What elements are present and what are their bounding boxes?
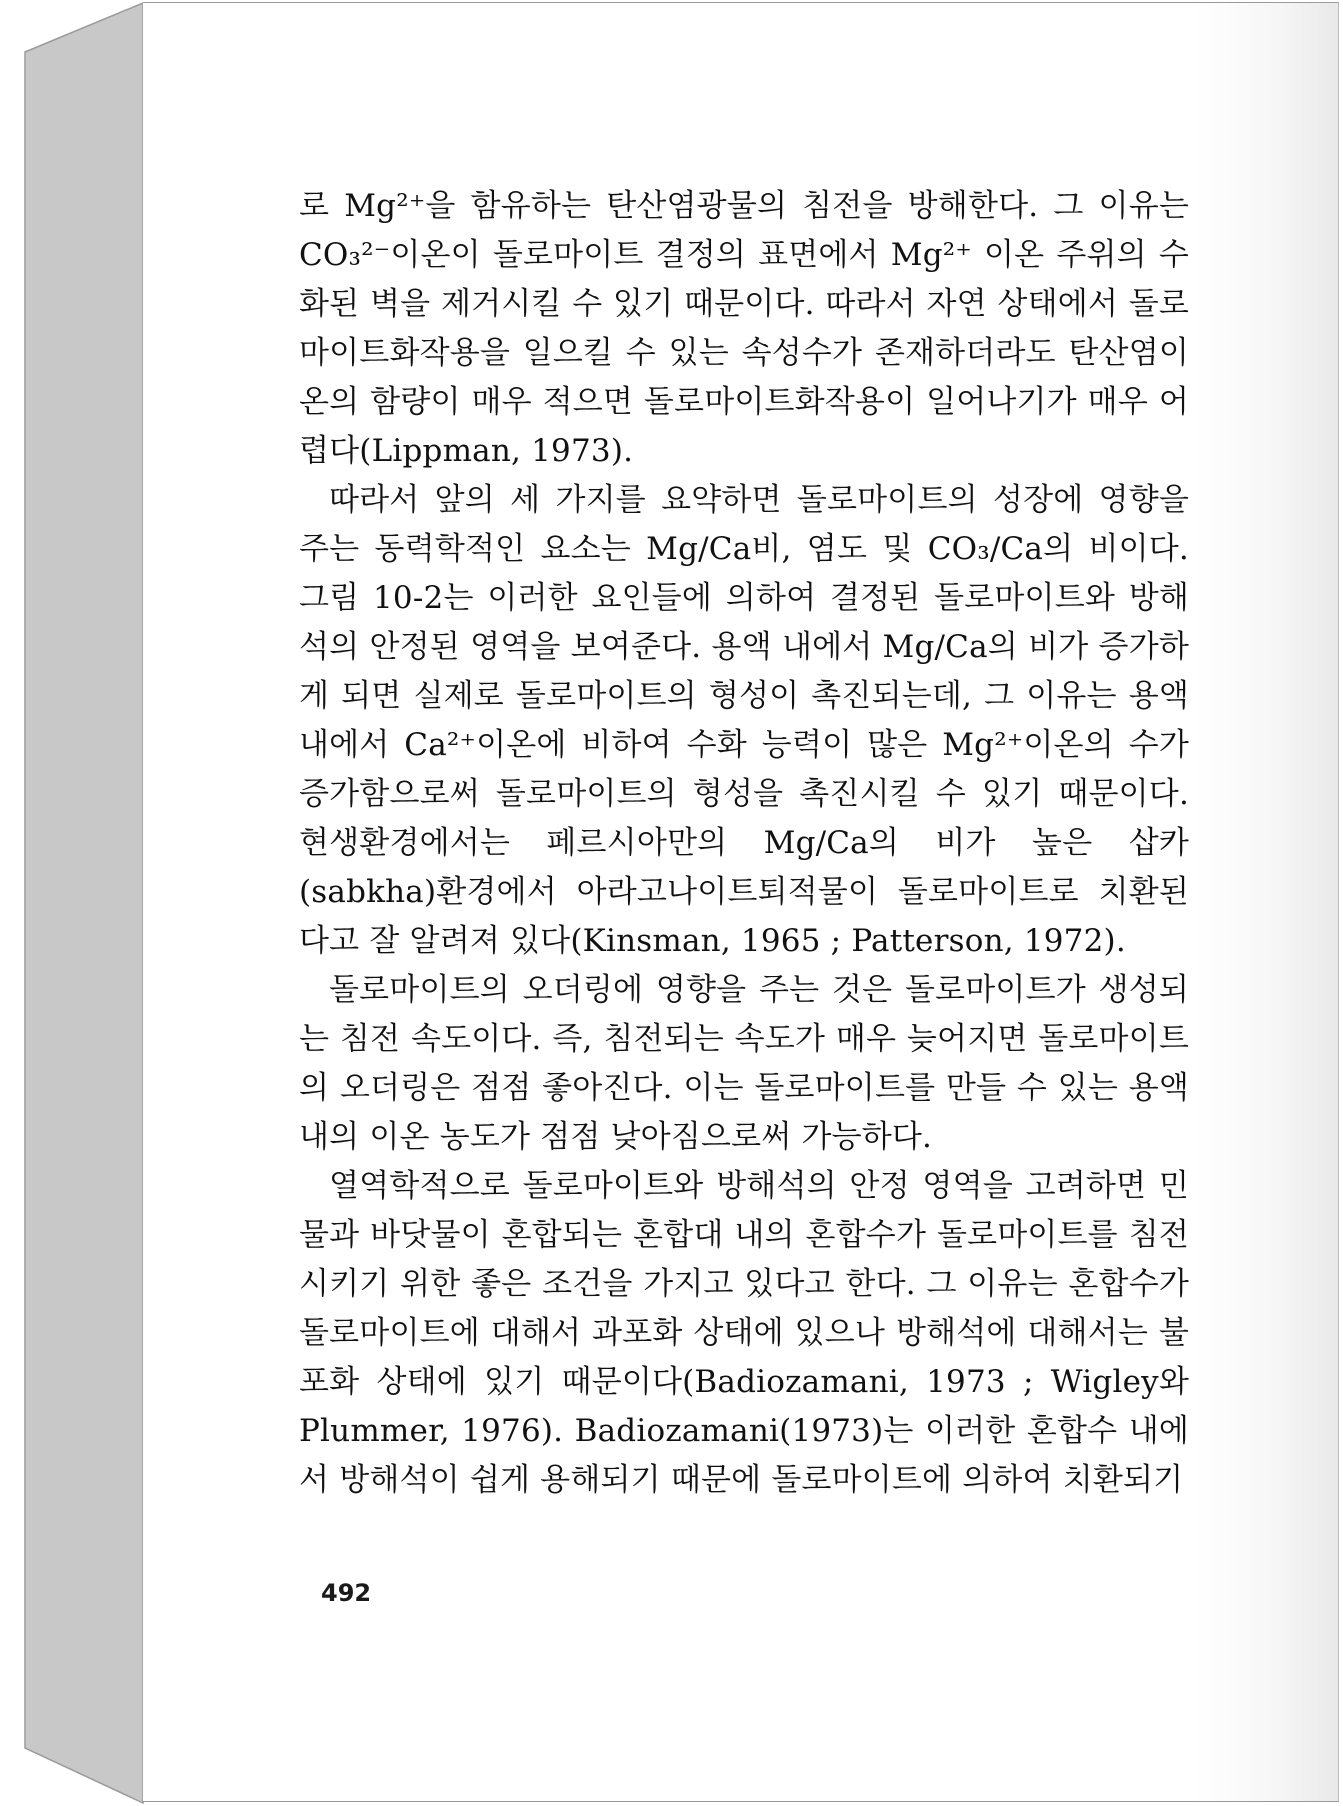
book-spine: [0, 0, 145, 1806]
body-text: [299, 182, 1189, 1505]
paragraph-4: 열역학적으로 돌로마이트와 방해석의 안정 영역을 고려하면 민물과 바닷물이 혼합되는 혼합대 내의 혼합수가 돌로마이트를 침전시키기 위한 좋은 조건을 가지고 있다고 한다. 그 이유는 혼합수가 돌로마이트에 대해서 과포화 상태에 있으나 방해석에 대해서는 불포화 상태에 있기 때문이다(Badiozamani, 1973 ; Wigley와 Plummer, 1976). Badiozamani(1973)는 이러한 혼합수 내에서 방해석이 쉽게 용해되기 때문에 돌로마이트에 의하여 치환되기: [299, 1168, 1189, 1498]
page-number: 492: [321, 1579, 372, 1607]
paragraph-3: 돌로마이트의 오더링에 영향을 주는 것은 돌로마이트가 생성되는 침전 속도이다. 즉, 침전되는 속도가 매우 늦어지면 돌로마이트의 오더링은 점점 좋아진다. 이는 돌로마이트를 만들 수 있는 용액 내의 이온 농도가 점점 낮아짐으로써 가능하다.: [299, 972, 1189, 1155]
book-page: [143, 2, 1339, 1802]
paragraph-2: 따라서 앞의 세 가지를 요약하면 돌로마이트의 성장에 영향을 주는 동력학적인 요소는 Mg/Ca비, 염도 및 CO₃/Ca의 비이다. 그림 10-2는 이러한 요인들에 의하여 결정된 돌로마이트와 방해석의 안정된 영역을 보여준다. 용액 내에서 Mg/Ca의 비가 증가하게 되면 실제로 돌로마이트의 형성이 촉진되는데, 그 이유는 용액 내에서 Ca²⁺이온에 비하여 수화 능력이 많은 Mg²⁺이온의 수가 증가함으로써 돌로마이트의 형성을 촉진시킬 수 있기 때문이다. 현생환경에서는 페르시아만의 Mg/Ca의 비가 높은 삽카(sabkha)환경에서 아라고나이트퇴적물이 돌로마이트로 치환된다고 잘 알려져 있다(Kinsman, 1965 ; Patterson, 1972).: [299, 482, 1189, 959]
paragraph-1: 로 Mg²⁺을 함유하는 탄산염광물의 침전을 방해한다. 그 이유는 CO₃²⁻이온이 돌로마이트 결정의 표면에서 Mg²⁺ 이온 주위의 수화된 벽을 제거시킬 수 있기 때문이다. 따라서 자연 상태에서 돌로마이트화작용을 일으킬 수 있는 속성수가 존재하더라도 탄산염이온의 함량이 매우 적으면 돌로마이트화작용이 일어나기가 매우 어렵다(Lippman, 1973).: [299, 188, 1189, 469]
